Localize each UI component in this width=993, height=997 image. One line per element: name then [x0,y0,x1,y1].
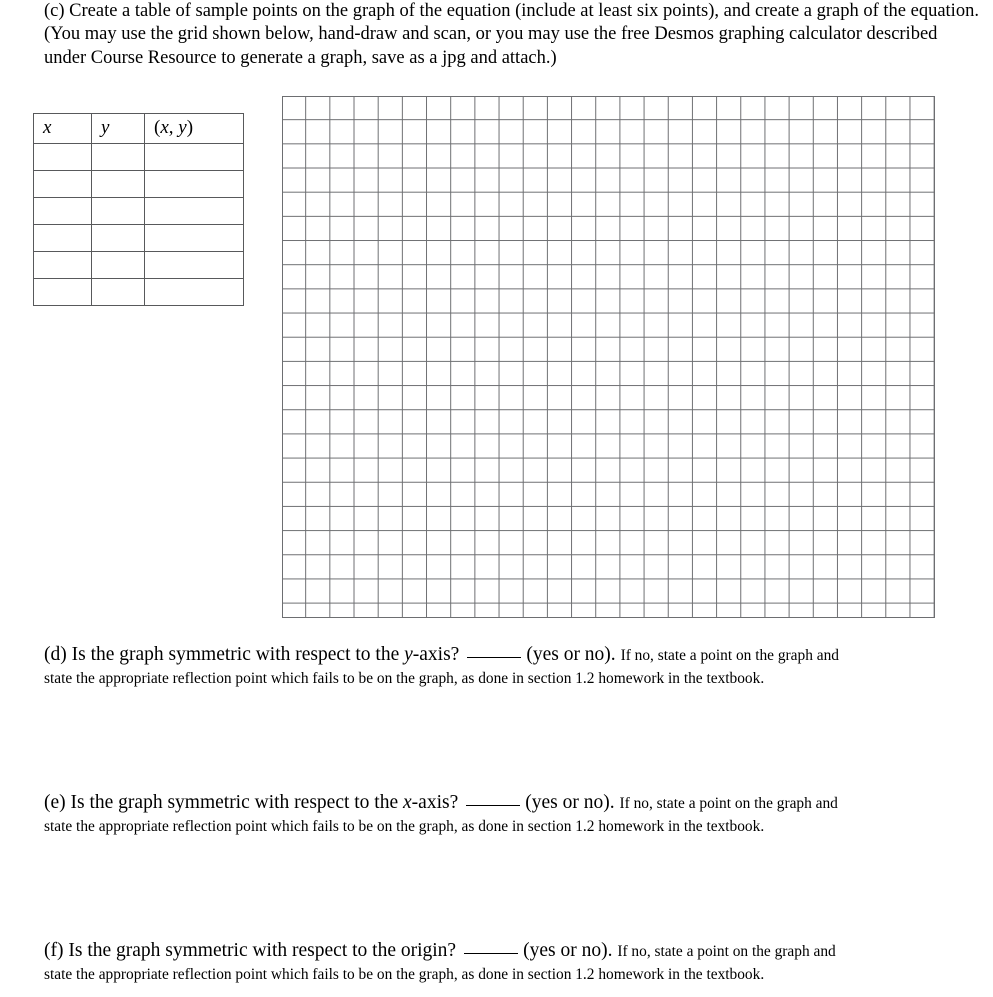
table-cell-x[interactable] [34,225,92,252]
table-cell-y[interactable] [92,144,145,171]
table-cell-xy[interactable] [145,198,244,225]
question-d-prefix: (d) Is the graph symmetric with respect to the [44,644,405,665]
pair-y: y [178,116,187,138]
question-d-axis-suffix: -axis? [412,644,460,665]
question-e-axis-variable: x [403,792,412,813]
pair-x: x [160,116,169,138]
question-f-answer-blank[interactable] [464,953,518,954]
question-e-answer-blank[interactable] [466,805,520,806]
question-d-note-inline: If no, state a point on the graph and [620,647,839,664]
table-cell-x[interactable] [34,279,92,306]
instruction-paragraph-c: (c) Create a table of sample points on the graph of the equation (include at least six points), and create a graph of the equation. (You may use the grid shown below, hand-draw and scan, or you may use the free Desmos graphing calculator described under Course Resource to generate a graph, save as a jpg and attach.) [44,1,979,68]
table-cell-y[interactable] [92,225,145,252]
question-e [44,791,974,837]
pair-comma: , [168,116,179,138]
question-e-note-tail: state the appropriate reflection point which fails to be on the graph, as done in section 1.2 homework in the textbook. [44,818,765,835]
graphing-grid [282,96,935,618]
table-cell-y[interactable] [92,171,145,198]
paren-open: ( [154,116,161,138]
question-f-prefix: (f) Is the graph symmetric with respect to the origin? [44,940,457,961]
table-header-y: y [92,114,145,144]
table-cell-x[interactable] [34,144,92,171]
question-f-note-inline: If no, state a point on the graph and [617,943,836,960]
question-e-prefix: (e) Is the graph symmetric with respect to the [44,792,404,813]
table-cell-xy[interactable] [145,225,244,252]
question-d-note-tail: state the appropriate reflection point which fails to be on the graph, as done in section 1.2 homework in the textbook. [44,670,765,687]
table-cell-x[interactable] [34,198,92,225]
table-row [34,225,244,252]
question-d-answer-blank[interactable] [467,657,521,658]
table-header-row [34,114,244,144]
table-cell-y[interactable] [92,279,145,306]
table-cell-x[interactable] [34,252,92,279]
paren-close: ) [186,116,194,138]
sample-points-table [33,113,244,306]
question-f-main-line [44,939,974,964]
table-row [34,171,244,198]
question-e-yes-or-no: (yes or no). [525,792,615,813]
table-cell-xy[interactable] [145,171,244,198]
table-cell-xy[interactable] [145,279,244,306]
question-e-note-inline: If no, state a point on the graph and [619,795,838,812]
question-d [44,643,974,689]
table-cell-xy[interactable] [145,252,244,279]
question-e-main-line [44,791,974,816]
table-header-xy-pair [145,114,244,144]
question-d-yes-or-no: (yes or no). [526,644,616,665]
table-header-x: x [34,114,92,144]
table-row [34,279,244,306]
question-d-axis-variable: y [404,644,413,665]
table-cell-x[interactable] [34,171,92,198]
table-cell-xy[interactable] [145,144,244,171]
question-e-axis-suffix: -axis? [411,792,459,813]
table-cell-y[interactable] [92,198,145,225]
table-row [34,144,244,171]
table-row [34,252,244,279]
question-f-yes-or-no: (yes or no). [523,940,613,961]
question-f-note-tail: state the appropriate reflection point which fails to be on the graph, as done in section 1.2 homework in the textbook. [44,966,765,983]
table-row [34,198,244,225]
question-d-main-line [44,643,974,668]
question-f [44,939,974,985]
table-cell-y[interactable] [92,252,145,279]
